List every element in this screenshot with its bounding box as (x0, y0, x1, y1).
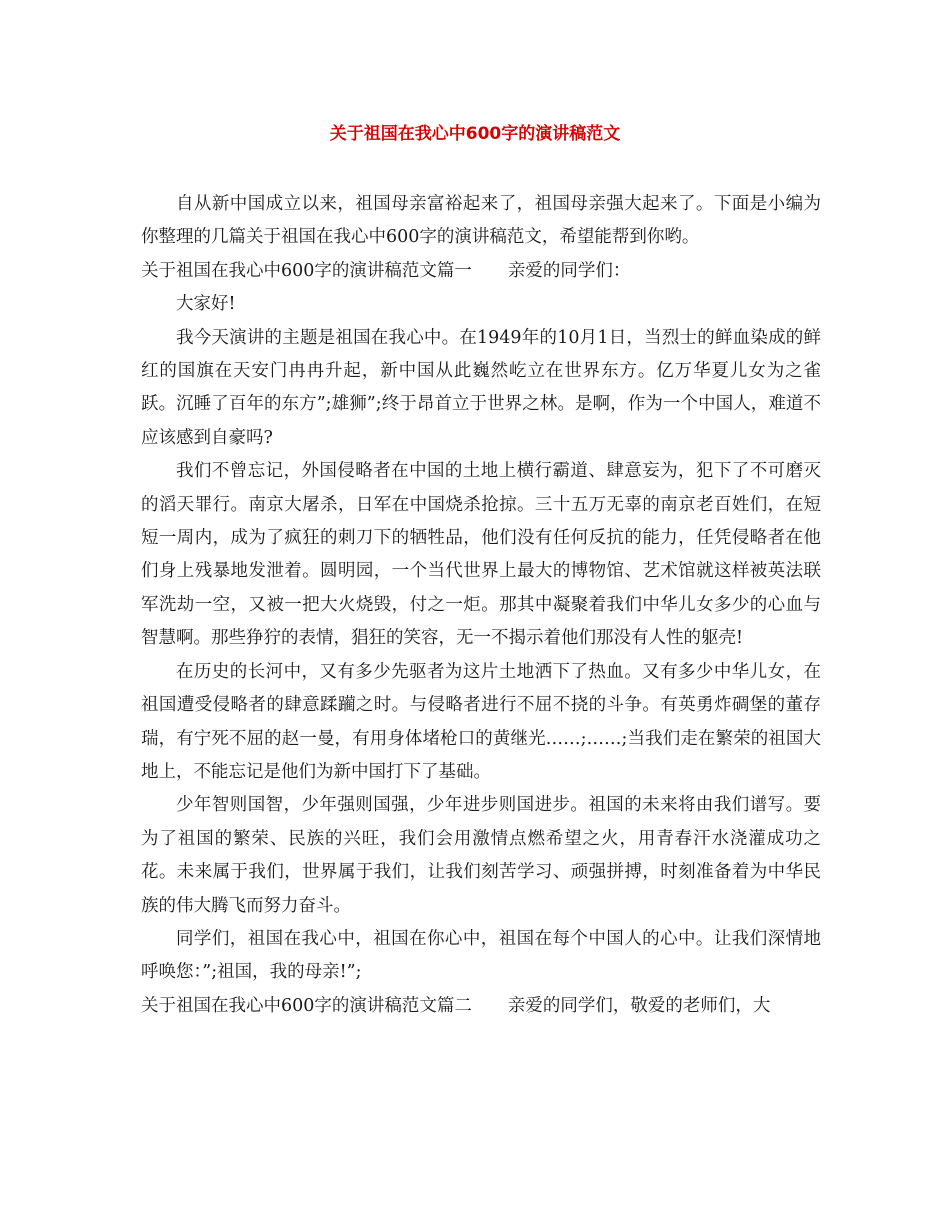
body-paragraph-3: 在历史的长河中，又有多少先驱者为这片土地洒下了热血。又有多少中华儿女，在祖国遭受侵略者的肆意蹂躏之时。与侵略者进行不屈不挠的斗争。有英勇炸碉堡的董存瑞，有宁死不屈的赵一曼，有用身体堵枪口的黄继光……;……;当我们走在繁荣的祖国大地上，不能忘记是他们为新中国打下了基础。 (141, 661, 821, 782)
section-two-heading: 关于祖国在我心中600字的演讲稿范文篇二 (141, 995, 472, 1016)
body-paragraph-4: 少年智则国智，少年强则国强，少年进步则国进步。祖国的未来将由我们谱写。要为了祖国的繁荣、民族的兴旺，我们会用激情点燃希望之火，用青春汗水浇灌成功之花。未来属于我们，世界属于我们，让我们刻苦学习、顽强拼搏，时刻准备着为中华民族的伟大腾飞而努力奋斗。 (141, 795, 821, 916)
section-one-heading: 关于祖国在我心中600字的演讲稿范文篇一 (141, 260, 472, 281)
document-title: 关于祖国在我心中600字的演讲稿范文 (329, 124, 621, 144)
body-paragraph-5: 同学们，祖国在我心中，祖国在你心中，祖国在每个中国人的心中。让我们深情地呼唤您：”;祖国，我的母亲!”; (141, 928, 821, 983)
section-two-line (141, 990, 821, 1023)
section-one-line (141, 255, 821, 288)
section-two-salutation: 亲爱的同学们，敬爱的老师们，大 (507, 995, 771, 1016)
document-body (141, 188, 821, 1023)
body-paragraph-1: 我今天演讲的主题是祖国在我心中。在1949年的10月1日，当烈士的鲜血染成的鲜红的国旗在天安门冉冉升起，新中国从此巍然屹立在世界东方。亿万华夏儿女为之雀跃。沉睡了百年的东方”;雄狮”;终于昂首立于世界之林。是啊，作为一个中国人，难道不应该感到自豪吗? (141, 327, 821, 448)
greeting-paragraph: 大家好! (176, 294, 236, 315)
body-paragraph-2: 我们不曾忘记，外国侵略者在中国的土地上横行霸道、肆意妄为，犯下了不可磨灭的滔天罪行。南京大屠杀，日军在中国烧杀抢掠。三十五万无辜的南京老百姓们，在短短一周内，成为了疯狂的刺刀下的牺牲品，他们没有任何反抗的能力，任凭侵略者在他们身上残暴地发泄着。圆明园，一个当代世界上最大的博物馆、艺术馆就这样被英法联军洗劫一空，又被一把大火烧毁，付之一炬。那其中凝聚着我们中华儿女多少的心血与智慧啊。那些狰狞的表情，猖狂的笑容，无一不揭示着他们那没有人性的躯壳! (141, 461, 821, 649)
section-one-salutation: 亲爱的同学们： (507, 260, 631, 281)
intro-paragraph: 自从新中国成立以来，祖国母亲富裕起来了，祖国母亲强大起来了。下面是小编为你整理的几篇关于祖国在我心中600字的演讲稿范文，希望能帮到你哟。 (141, 194, 821, 248)
